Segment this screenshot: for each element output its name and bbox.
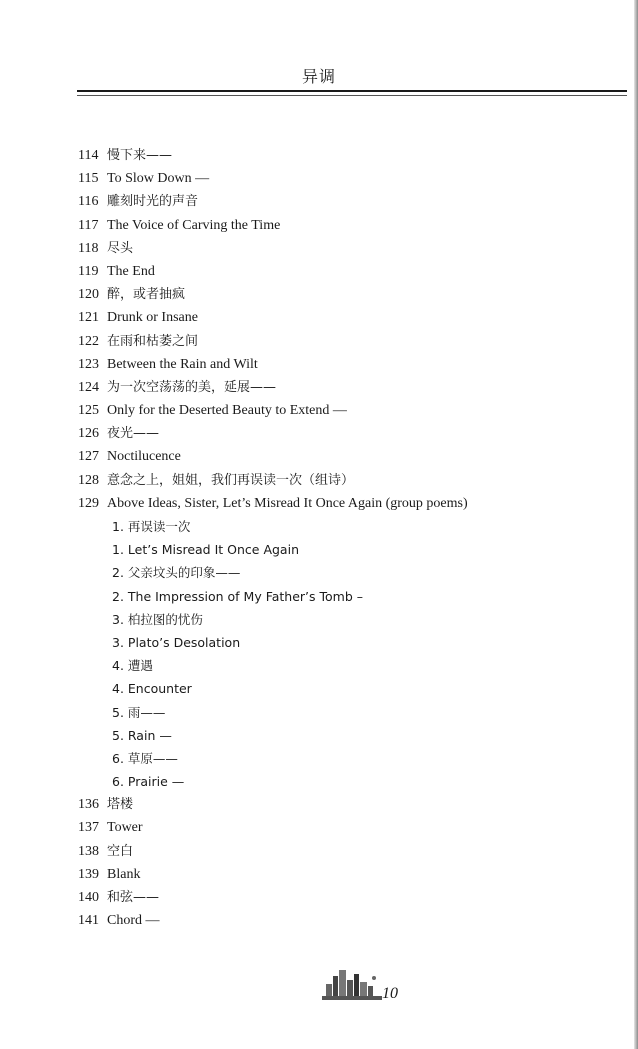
entry-number: 121 bbox=[78, 310, 99, 326]
header-rule-thin bbox=[77, 95, 627, 96]
entry-title: Above Ideas, Sister, Let’s Misread It Once Again (group poems) bbox=[107, 495, 468, 511]
entry-title: The End bbox=[107, 263, 155, 279]
toc-entry bbox=[78, 214, 618, 237]
toc-sub-entry: 6. Prairie — bbox=[112, 774, 185, 790]
city-skyline-icon bbox=[322, 966, 382, 1002]
entry-title: 尽头 bbox=[107, 240, 134, 256]
entry-title: Drunk or Insane bbox=[107, 310, 198, 326]
entry-title: 塔楼 bbox=[107, 797, 134, 813]
entry-number: 122 bbox=[78, 333, 99, 349]
toc-entry bbox=[78, 399, 618, 422]
toc-sub-entry: 5. Rain — bbox=[112, 727, 172, 743]
toc-entry bbox=[78, 909, 618, 932]
toc-entry bbox=[78, 492, 618, 515]
entry-number: 140 bbox=[78, 890, 99, 905]
toc-sub-entry: 5. 雨—— bbox=[112, 704, 166, 720]
entry-title: Between the Rain and Wilt bbox=[107, 356, 258, 372]
toc-entry bbox=[78, 886, 618, 909]
toc-sub-entry: 6. 草原—— bbox=[112, 750, 178, 766]
page-edge-shadow bbox=[634, 0, 638, 1049]
entry-title: To Slow Down — bbox=[107, 171, 210, 187]
entry-number: 139 bbox=[78, 866, 99, 882]
entry-number: 118 bbox=[78, 240, 99, 256]
entry-number: 115 bbox=[78, 171, 99, 187]
entry-title: The Voice of Carving the Time bbox=[107, 217, 281, 233]
entry-number: 141 bbox=[78, 913, 99, 929]
entry-number: 114 bbox=[78, 148, 99, 163]
entry-number: 124 bbox=[78, 379, 99, 395]
entry-number: 137 bbox=[78, 820, 99, 836]
toc-sub-entry: 2. The Impression of My Father’s Tomb – bbox=[112, 588, 364, 604]
entry-title: 和弦—— bbox=[107, 890, 160, 905]
entry-title: Tower bbox=[107, 820, 143, 836]
toc-entry bbox=[78, 330, 618, 353]
entry-number: 126 bbox=[78, 426, 99, 442]
entry-title: 为一次空荡荡的美，延展—— bbox=[107, 379, 277, 395]
toc-entry bbox=[78, 816, 618, 839]
toc-entry bbox=[78, 863, 618, 886]
toc-sub-entry: 2. 父亲坟头的印象—— bbox=[112, 565, 241, 581]
toc-entry bbox=[78, 422, 618, 445]
entry-number: 127 bbox=[78, 449, 99, 465]
running-header: 异调 bbox=[301, 67, 336, 86]
toc-entry bbox=[78, 260, 618, 283]
entry-title: Chord — bbox=[107, 913, 160, 929]
entry-number: 136 bbox=[78, 797, 99, 813]
entry-number: 129 bbox=[78, 495, 99, 511]
entry-number: 116 bbox=[78, 194, 99, 210]
toc-entry bbox=[78, 445, 618, 468]
toc-sub-entry: 3. Plato’s Desolation bbox=[112, 634, 241, 650]
entry-title: 雕刻时光的声音 bbox=[107, 194, 199, 210]
entry-title: 在雨和枯萎之间 bbox=[107, 333, 199, 349]
entry-title: Only for the Deserted Beauty to Extend — bbox=[107, 403, 347, 419]
entry-number: 123 bbox=[78, 356, 99, 372]
entry-title: Noctilucence bbox=[107, 449, 181, 465]
entry-number: 128 bbox=[78, 472, 99, 488]
entry-title: 慢下来—— bbox=[107, 148, 173, 163]
toc-entry bbox=[78, 306, 618, 329]
toc-sub-entry: 4. Encounter bbox=[112, 681, 192, 697]
toc-sub-entry: 3. 柏拉图的忧伤 bbox=[112, 611, 203, 627]
toc-entry bbox=[78, 190, 618, 213]
entry-number: 120 bbox=[78, 287, 99, 303]
toc-entry bbox=[78, 376, 618, 399]
toc-entry bbox=[78, 353, 618, 376]
entry-number: 138 bbox=[78, 843, 99, 859]
toc-sub-entry: 4. 遭遇 bbox=[112, 658, 153, 674]
toc-entry bbox=[78, 283, 618, 306]
toc-sub-entry: 1. 再误读一次 bbox=[112, 519, 191, 534]
toc-entry bbox=[78, 840, 618, 863]
table-of-contents bbox=[78, 144, 618, 932]
toc-entry bbox=[78, 144, 618, 167]
page-number: 10 bbox=[382, 985, 398, 1002]
entry-number: 125 bbox=[78, 403, 99, 419]
entry-number: 117 bbox=[78, 217, 99, 233]
entry-title: Blank bbox=[107, 866, 141, 882]
toc-entry bbox=[78, 237, 618, 260]
entry-title: 醉，或者抽疯 bbox=[107, 287, 186, 303]
entry-title: 夜光—— bbox=[107, 426, 160, 442]
toc-entry bbox=[78, 167, 618, 190]
toc-entry bbox=[78, 469, 618, 492]
entry-title: 意念之上，姐姐，我们再误读一次（组诗） bbox=[107, 472, 355, 488]
toc-sub-entry: 1. Let’s Misread It Once Again bbox=[112, 542, 299, 558]
entry-number: 119 bbox=[78, 263, 99, 279]
header-rule bbox=[77, 90, 627, 92]
toc-entry bbox=[78, 793, 618, 816]
entry-title: 空白 bbox=[107, 843, 134, 859]
